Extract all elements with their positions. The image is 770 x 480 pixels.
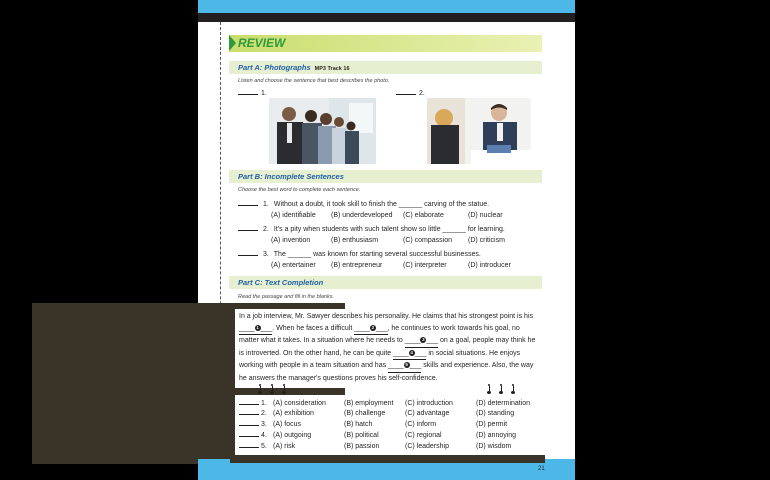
option[interactable]: (A) outgoing — [273, 432, 312, 439]
answer-row-1: 1. (A) consideration (B) employment (C) introduction (D) determination — [239, 400, 262, 407]
option[interactable]: (A) focus — [273, 421, 302, 428]
option[interactable]: (C) compassion — [403, 237, 453, 244]
option[interactable]: (C) leadership — [405, 443, 449, 450]
ring-icon — [282, 384, 286, 394]
option[interactable]: (A) entertainer — [271, 262, 316, 269]
option[interactable]: (B) hatch — [344, 421, 373, 428]
question-3: 3. The ______ was known for starting several successful businesses. — [238, 250, 481, 260]
answer-row-3: 3. (A) focus (B) hatch (C) inform (D) permit — [239, 421, 262, 428]
option[interactable]: (D) nuclear — [468, 212, 503, 219]
answer-blank[interactable] — [238, 205, 258, 206]
option[interactable]: (C) interpreter — [403, 262, 447, 269]
question-1-options — [271, 212, 531, 222]
ring-icon — [511, 384, 515, 394]
meeting-image — [427, 98, 531, 164]
answer-row-5: 5. (A) risk (B) passion (C) leadership (D) wisdom — [239, 443, 262, 450]
gap-2[interactable]: ____ 2 ___ — [354, 323, 387, 336]
answer-blank[interactable] — [239, 436, 259, 437]
question-2: 2. It's a pity when students with such talent show so little ______ for learning. — [238, 225, 505, 235]
answer-blank[interactable] — [239, 414, 259, 415]
option[interactable]: (B) employment — [344, 400, 394, 407]
part-b-title: Part B: Incomplete Sentences — [238, 172, 344, 181]
option[interactable]: (D) permit — [476, 421, 508, 428]
option[interactable]: (C) advantage — [405, 410, 450, 417]
ring-icon — [487, 384, 491, 394]
option[interactable]: (B) underdeveloped — [331, 212, 393, 219]
option[interactable]: (B) challenge — [344, 410, 386, 417]
part-c-instructions: Read the passage and fill in the blanks. — [238, 294, 335, 300]
answer-blank[interactable] — [239, 447, 259, 448]
photo-1 — [269, 98, 376, 164]
photo-2 — [427, 98, 531, 164]
page-number: 21 — [538, 466, 545, 472]
option[interactable]: (B) political — [344, 432, 379, 439]
gap-3[interactable]: ____ 3 ___ — [405, 335, 438, 348]
answer-row-2: 2. (A) exhibition (B) challenge (C) advantage (D) standing — [239, 410, 262, 417]
part-a-instructions: Listen and choose the sentence that best describes the photo. — [238, 78, 390, 84]
part-b-instructions: Choose the best word to complete each sentence. — [238, 187, 361, 193]
option[interactable]: (A) invention — [271, 237, 311, 244]
answer-row-4: 4. (A) outgoing (B) political (C) regional (D) annoying — [239, 432, 262, 439]
option[interactable]: (D) introducer — [468, 262, 511, 269]
part-a-title: Part A: Photographs MP3 Track 16 — [238, 63, 350, 72]
top-color-band — [198, 0, 575, 13]
question-3-options — [271, 262, 531, 272]
review-arrow-icon — [229, 35, 236, 51]
option[interactable]: (A) exhibition — [273, 410, 314, 417]
answer-blank[interactable] — [239, 404, 259, 405]
gap-5[interactable]: ____ 5 ___ — [388, 360, 421, 373]
gap-4[interactable]: ____ 4 ___ — [393, 348, 426, 361]
passage-text: In a job interview, Mr. Sawyer describes his personality. He claims that his strongest point is his ____ 1 ___. When he faces a difficult ____ 2 ___, he continues to work towards his goal, no matter what it takes. In a situation where he needs to ____ 3 ___ on a goal, people may think he is introverted. On the other hand, he can be quite ____ 4 ___ in social situations. He enjoys working with people in a team situation and has ____ 5 ___ skills and experience. Also, the way he answers the manager's questions proves his self-confidence. — [239, 313, 536, 382]
track-label: MP3 Track 16 — [314, 66, 350, 72]
office-team-image — [269, 98, 376, 164]
ring-icon — [258, 384, 262, 394]
ring-icon — [270, 384, 274, 394]
ring-icon — [499, 384, 503, 394]
answer-blank[interactable] — [238, 255, 258, 256]
photo-2-answer[interactable]: 2. — [396, 90, 425, 97]
photo-1-answer[interactable]: 1. — [238, 90, 267, 97]
option[interactable]: (A) risk — [273, 443, 296, 450]
top-dark-band — [198, 13, 575, 22]
option[interactable]: (A) identifiable — [271, 212, 316, 219]
option[interactable]: (D) wisdom — [476, 443, 512, 450]
gap-1[interactable]: ____ 1 ___ — [239, 323, 272, 336]
option[interactable]: (C) inform — [405, 421, 437, 428]
part-c-title: Part C: Text Completion — [238, 278, 324, 287]
option[interactable]: (D) annoying — [476, 432, 517, 439]
option[interactable]: (D) determination — [476, 400, 531, 407]
option[interactable]: (B) enthusiasm — [331, 237, 379, 244]
answer-blank[interactable] — [238, 230, 258, 231]
question-1: 1. Without a doubt, it took skill to finish the ______ carving of the statue. — [238, 200, 489, 210]
question-2-options — [271, 237, 531, 247]
option[interactable]: (B) entrepreneur — [331, 262, 383, 269]
option[interactable]: (D) standing — [476, 410, 515, 417]
option[interactable]: (C) regional — [405, 432, 442, 439]
option[interactable]: (D) criticism — [468, 237, 505, 244]
option[interactable]: (C) elaborate — [403, 212, 444, 219]
board-bottom-edge — [230, 455, 545, 463]
option[interactable]: (C) introduction — [405, 400, 453, 407]
option[interactable]: (A) consideration — [273, 400, 326, 407]
answer-blank[interactable] — [239, 425, 259, 426]
option[interactable]: (B) passion — [344, 443, 380, 450]
review-title: REVIEW — [238, 36, 286, 50]
